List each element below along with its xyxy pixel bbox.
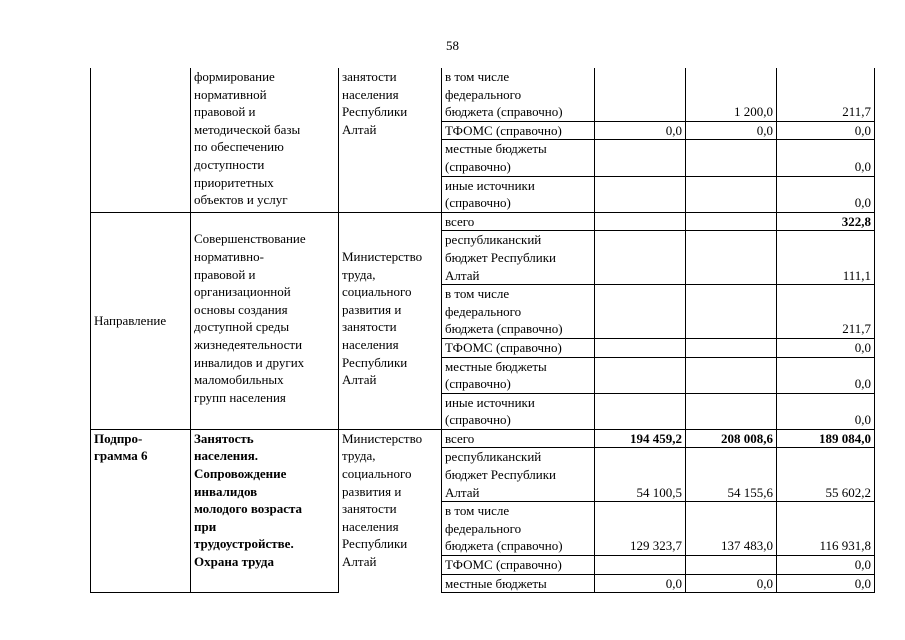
value-year2: [686, 357, 777, 393]
value-year1: [595, 556, 686, 575]
value-year2: 0,0: [686, 121, 777, 140]
value-year3: 0,0: [777, 176, 875, 212]
value-year1: [595, 68, 686, 121]
value-year3: 0,0: [777, 357, 875, 393]
source-label: иные источники (справочно): [442, 393, 595, 429]
source-label: всего: [442, 212, 595, 231]
value-year2: [686, 556, 777, 575]
value-year2: [686, 140, 777, 176]
source-label: в том числе федерального бюджета (справочно): [442, 68, 595, 121]
value-year3: 0,0: [777, 121, 875, 140]
activity-cell: [191, 68, 339, 212]
value-year1: [595, 212, 686, 231]
value-year2: 1 200,0: [686, 68, 777, 121]
activity-cell: Совершенствование нормативно- правовой и организационной основы создания доступной среды жизнедеятельности инвалидов и других маломобильных групп населения: [191, 212, 339, 429]
source-label: ТФОМС (справочно): [442, 556, 595, 575]
value-year3: 0,0: [777, 574, 875, 593]
category-cell: Подпро- грамма 6: [91, 429, 191, 592]
source-label: ТФОМС (справочно): [442, 338, 595, 357]
value-year1: 0,0: [595, 121, 686, 140]
value-year3: 211,7: [777, 285, 875, 339]
source-label: республиканский бюджет Республики Алтай: [442, 231, 595, 285]
table-row: [91, 212, 875, 231]
category-cell: Направление: [91, 212, 191, 429]
value-year2: [686, 393, 777, 429]
source-label: в том числе федерального бюджета (справочно): [442, 502, 595, 556]
value-year2: [686, 231, 777, 285]
value-year1: 0,0: [595, 574, 686, 593]
budget-table: [90, 68, 875, 593]
value-year3: 111,1: [777, 231, 875, 285]
source-label: республиканский бюджет Республики Алтай: [442, 448, 595, 502]
value-year3: 55 602,2: [777, 448, 875, 502]
activity-cell: Занятость населения. Сопровождение инвалидов молодого возраста при трудоустройстве. Охрана труда: [191, 429, 339, 592]
source-label: в том числе федерального бюджета (справочно): [442, 285, 595, 339]
value-year3: 116 931,8: [777, 502, 875, 556]
value-year3: 0,0: [777, 338, 875, 357]
executor-cell: занятости населения Республики Алтай: [339, 68, 442, 212]
source-label: всего: [442, 429, 595, 448]
value-year3: 322,8: [777, 212, 875, 231]
value-year1: [595, 393, 686, 429]
value-year3: 189 084,0: [777, 429, 875, 448]
value-year3: 0,0: [777, 556, 875, 575]
table-row: [91, 68, 875, 121]
value-year2: [686, 285, 777, 339]
category-cell: [91, 68, 191, 212]
value-year3: 0,0: [777, 140, 875, 176]
value-year1: 54 100,5: [595, 448, 686, 502]
value-year1: [595, 357, 686, 393]
executor-cell: Министерство труда, социального развития и занятости населения Республики Алтай: [339, 429, 442, 592]
activity-text: формирование нормативной правовой и методической базы по обеспечению доступности приоритетных объектов и услуг: [194, 69, 301, 208]
value-year1: [595, 338, 686, 357]
source-label: местные бюджеты (справочно): [442, 357, 595, 393]
value-year2: 208 008,6: [686, 429, 777, 448]
source-label: иные источники (справочно): [442, 176, 595, 212]
value-year1: [595, 140, 686, 176]
value-year1: 194 459,2: [595, 429, 686, 448]
value-year2: [686, 212, 777, 231]
source-label: местные бюджеты (справочно): [442, 140, 595, 176]
page-number: 58: [446, 38, 459, 53]
executor-cell: Министерство труда, социального развития и занятости населения Республики Алтай: [339, 212, 442, 429]
value-year3: 0,0: [777, 393, 875, 429]
value-year2: [686, 338, 777, 357]
value-year2: [686, 176, 777, 212]
value-year2: 54 155,6: [686, 448, 777, 502]
table-row: [91, 429, 875, 448]
value-year2: 137 483,0: [686, 502, 777, 556]
value-year1: [595, 176, 686, 212]
value-year1: 129 323,7: [595, 502, 686, 556]
source-label: ТФОМС (справочно): [442, 121, 595, 140]
source-label: местные бюджеты: [442, 574, 595, 593]
value-year2: 0,0: [686, 574, 777, 593]
value-year3: 211,7: [777, 68, 875, 121]
value-year1: [595, 285, 686, 339]
value-year1: [595, 231, 686, 285]
